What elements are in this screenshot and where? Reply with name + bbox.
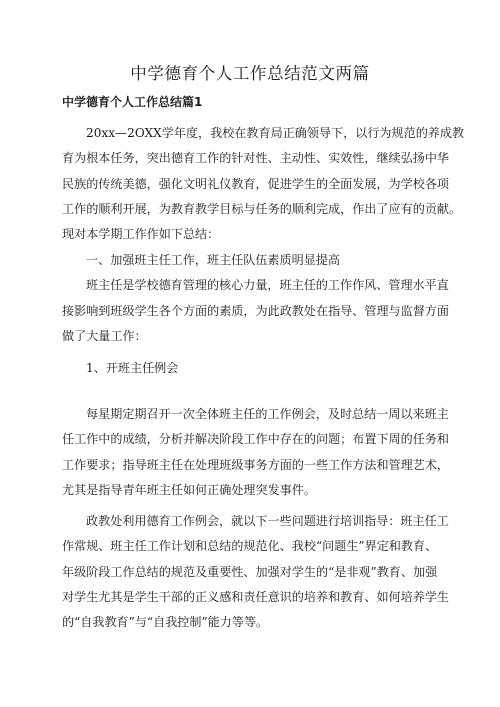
paragraph-line: 尤其是指导青年班主任如何正确处理突发事件。 xyxy=(62,483,316,497)
paragraph-line: 班主任是学校德育管理的核心力量，班主任的工作作风、管理水平直 xyxy=(86,278,449,292)
section-heading: 中学德育个人工作总结篇1 xyxy=(62,95,203,109)
subheading-line: 一、加强班主任工作，班主任队伍素质明显提高 xyxy=(86,253,340,267)
paragraph-line: 工作要求；指导班主任在处理班级事务方面的一些工作方法和管理艺术， xyxy=(62,458,450,472)
subheading-line: 1、开班主任例会 xyxy=(86,361,179,375)
paragraph-line: 20xx—2OXX学年度，我校在教育局正确领导下，以行为规范的养成教 xyxy=(86,126,465,140)
paragraph-line: 民族的传统美德，强化文明礼仪教育，促进学生的全面发展，为学校各项 xyxy=(62,177,450,191)
paragraph-line: 工作的顺利开展，为教育教学目标与任务的顺利完成，作出了应有的贡献。 xyxy=(62,202,462,216)
paragraph-line: 做了大量工作： xyxy=(62,329,147,343)
document-title: 中学德育个人工作总结范文两篇 xyxy=(130,64,370,83)
paragraph-line: 现对本学期工作作如下总结： xyxy=(62,227,220,241)
paragraph-line: 政教处利用德育工作例会，就以下一些问题进行培训指导：班主任工 xyxy=(86,514,449,528)
paragraph-line: 每星期定期召开一次全体班主任的工作例会，及时总结一周以来班主 xyxy=(86,407,449,421)
paragraph-line: 作常规、班主任工作计划和总结的规范化、我校“问题生”界定和教育、 xyxy=(62,539,438,553)
paragraph-line: 的“自我教育”与“自我控制”能力等等。 xyxy=(62,615,269,629)
paragraph-line: 任工作中的成绩，分析并解决阶段工作中存在的问题；布置下周的任务和 xyxy=(62,432,450,446)
paragraph-line: 对学生尤其是学生干部的正义感和责任意识的培养和教育、如何培养学生 xyxy=(62,590,450,604)
paragraph-line: 育为根本任务，突出德育工作的针对性、主动性、实效性，继续弘扬中华 xyxy=(62,151,450,165)
paragraph-line: 接影响到班级学生各个方面的素质，为此政教处在指导、管理与监督方面 xyxy=(62,304,450,318)
paragraph-line: 年级阶段工作总结的规范及重要性、加强对学生的“是非观”教育、加强 xyxy=(62,565,438,579)
